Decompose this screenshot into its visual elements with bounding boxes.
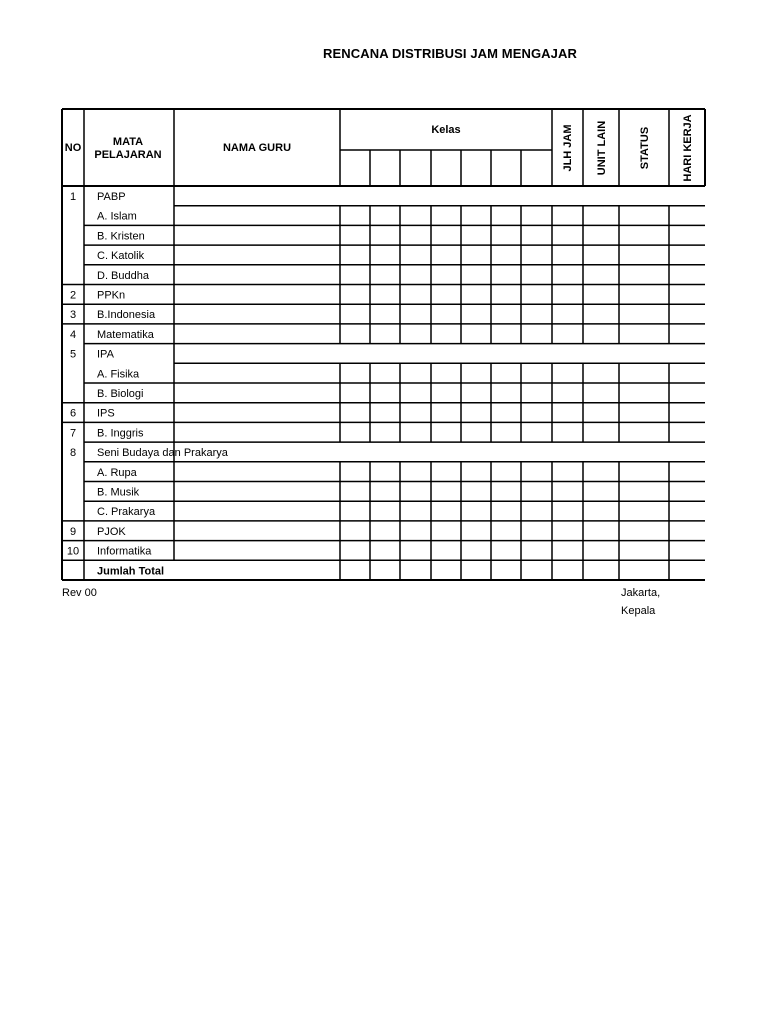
row-number: 1 [69, 191, 77, 203]
row-number: 2 [69, 289, 77, 302]
header-hari-kerja: HARI KERJA [682, 114, 694, 182]
subject-label: A. Fisika [97, 368, 140, 381]
subject-label: PABP [97, 191, 126, 203]
row-number: 5 [69, 348, 77, 361]
subject-label: Informatika [97, 545, 152, 558]
subject-label: B. Biologi [97, 388, 144, 400]
subject-label: A. Rupa [97, 466, 137, 479]
header-no: NO [64, 142, 82, 154]
subject-label: IPA [97, 348, 114, 361]
subject-label: B. Kristen [97, 230, 145, 243]
total-label: Jumlah Total [97, 565, 165, 578]
subject-label: PJOK [97, 525, 126, 538]
subject-label: IPS [97, 407, 115, 420]
row-number: 6 [69, 407, 77, 420]
document-title: RENCANA DISTRIBUSI JAM MENGAJAR [323, 46, 577, 61]
subject-label: B. Inggris [97, 427, 144, 440]
subject-label: B.Indonesia [97, 309, 156, 322]
header-unit-lain: UNIT LAIN [596, 120, 608, 176]
header-nama-guru: NAMA GURU [222, 142, 292, 154]
row-number: 8 [69, 447, 77, 460]
subject-label: PPKn [97, 289, 126, 302]
row-number: 10 [66, 545, 80, 558]
subject-label: A. Islam [97, 210, 137, 223]
subject-label: Matematika [97, 328, 154, 341]
subject-label: C. Prakarya [97, 506, 156, 519]
row-number: 9 [69, 525, 77, 538]
header-mata: MATA [112, 136, 144, 148]
header-kelas: Kelas [431, 124, 461, 136]
subject-label: Seni Budaya dan Prakarya [97, 447, 228, 460]
city-date-label: Jakarta, [621, 587, 661, 599]
header-pelajaran: PELAJARAN [94, 149, 162, 161]
subject-label: B. Musik [97, 486, 140, 499]
row-number: 7 [69, 427, 77, 440]
revision-label: Rev 00 [62, 587, 97, 599]
row-number: 4 [69, 328, 77, 341]
header-status: STATUS [639, 126, 651, 170]
subject-label: C. Katolik [97, 250, 145, 263]
headmaster-label: Kepala [621, 605, 656, 617]
row-number: 3 [69, 309, 77, 322]
header-jlh-jam: JLH JAM [562, 124, 574, 172]
subject-label: D. Buddha [97, 269, 149, 282]
